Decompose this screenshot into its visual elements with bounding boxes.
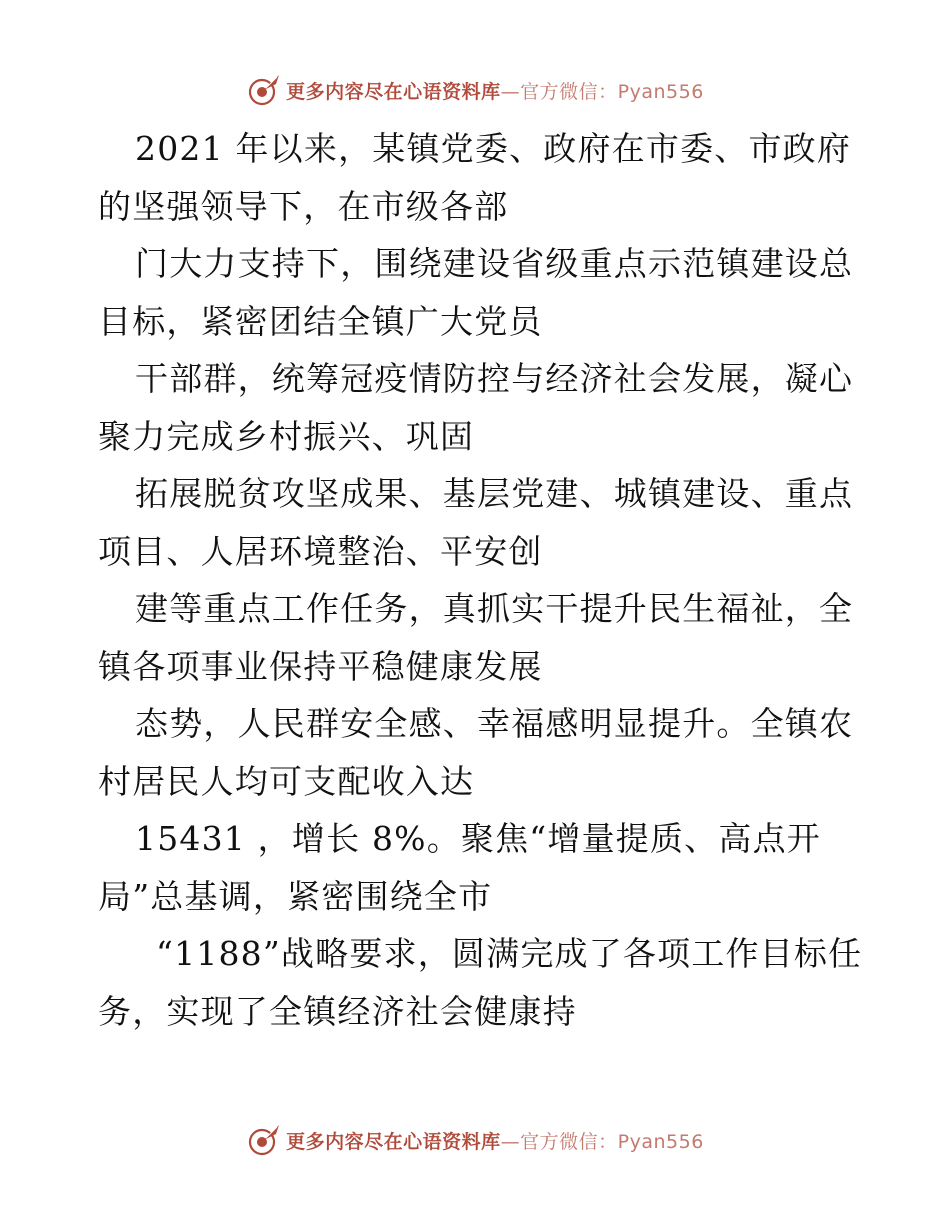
- paragraph-line: 拓展脱贫攻坚成果、基层党建、城镇建设、重点: [135, 474, 854, 513]
- watermark-contact: 官方微信：Pyan556: [520, 80, 704, 103]
- header-watermark: [0, 70, 950, 110]
- paragraph-line: 村居民人均可支配收入达: [98, 761, 475, 801]
- paragraph-line: 建等重点工作任务，真抓实干提升民生福祉，全: [135, 589, 854, 628]
- watermark-brand: 更多内容尽在心语资料库: [286, 1130, 501, 1153]
- paragraph-line: 的坚强领导下，在市级各部: [98, 186, 509, 226]
- paragraph-line: 局”总基调，紧密围绕全市: [98, 876, 493, 916]
- paragraph-line: 干部群，统筹冠疫情防控与经济社会发展，凝心: [135, 359, 854, 398]
- paragraph-line: 15431 ，增长 8%。聚焦“增量提质、高点开: [135, 819, 821, 858]
- paragraph: [98, 350, 858, 465]
- paragraph: [98, 810, 858, 925]
- watermark-text: [286, 77, 704, 104]
- paragraph: [98, 925, 863, 1040]
- paragraph-line: 务，实现了全镇经济社会健康持: [98, 991, 577, 1031]
- paragraph-line: “1188”战略要求，圆满完成了各项工作目标任: [156, 934, 863, 973]
- watermark-text: [286, 1127, 704, 1154]
- paragraph: [98, 235, 858, 350]
- document-body: [98, 120, 863, 1040]
- paragraph-line: 门大力支持下，围绕建设省级重点示范镇建设总: [135, 244, 854, 283]
- paragraph: [98, 695, 858, 810]
- watermark-separator: —: [500, 1130, 521, 1153]
- paragraph-line: 态势，人民群安全感、幸福感明显提升。全镇农: [135, 704, 854, 743]
- paragraph-line: 聚力完成乡村振兴、巩固: [98, 416, 475, 456]
- paragraph-line: 2021 年以来，某镇党委、政府在市委、市政府: [135, 129, 852, 168]
- watermark-separator: —: [500, 80, 521, 103]
- paragraph-line: 项目、人居环境整治、平安创: [98, 531, 543, 571]
- paragraph-line: 目标，紧密团结全镇广大党员: [98, 301, 543, 341]
- paragraph: [98, 465, 858, 580]
- paragraph: [98, 120, 858, 235]
- paragraph-line: 镇各项事业保持平稳健康发展: [98, 646, 543, 686]
- quill-logo-icon: [246, 1122, 282, 1158]
- paragraph: [98, 580, 858, 695]
- watermark-brand: 更多内容尽在心语资料库: [286, 80, 501, 103]
- watermark-contact: 官方微信：Pyan556: [520, 1130, 704, 1153]
- footer-watermark: [0, 1120, 950, 1160]
- quill-logo-icon: [246, 72, 282, 108]
